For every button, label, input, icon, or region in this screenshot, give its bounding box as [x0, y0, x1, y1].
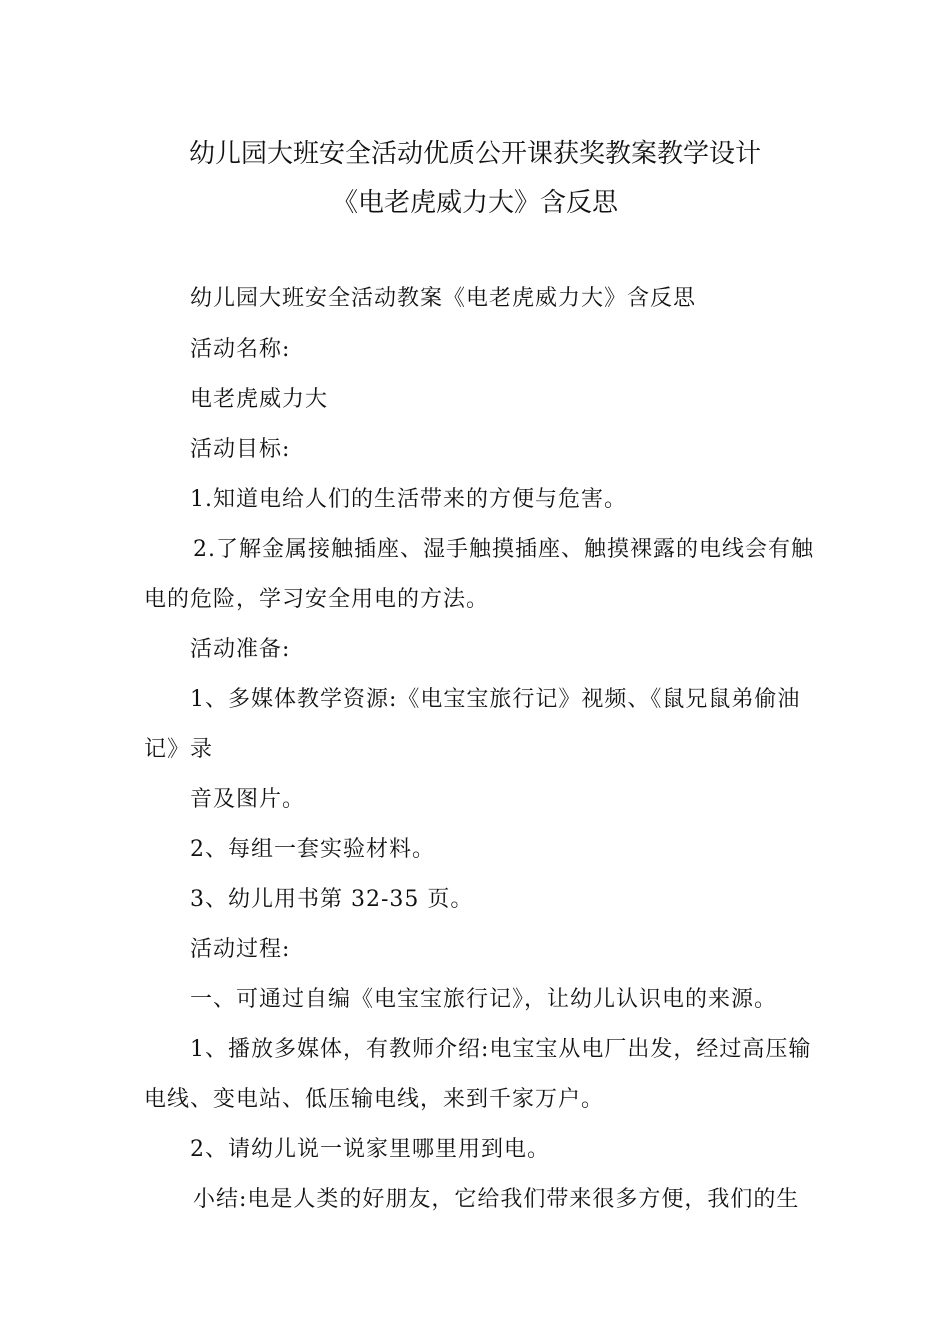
body-line-process-1-1-cont: 电线、变电站、低压输电线，来到千家万户。: [144, 1087, 605, 1112]
body-line-goals-heading: 活动目标:: [190, 437, 291, 462]
body-line-goal-1: 1.知道电给人们的生活带来的方便与危害。: [190, 487, 627, 512]
body-line-prep-1-cont-2: 音及图片。: [190, 787, 306, 812]
document-title-line-2: 《电老虎威力大》含反思: [331, 188, 618, 218]
body-line-process-1: 一、可通过自编《电宝宝旅行记》，让幼儿认识电的来源。: [190, 987, 778, 1012]
body-line-goal-2-cont: 电的危险，学习安全用电的方法。: [144, 587, 490, 612]
body-line-summary: 小结:电是人类的好朋友，它给我们带来很多方便，我们的生: [193, 1187, 800, 1212]
body-line-process-1-2: 2、请幼儿说一说家里哪里用到电。: [190, 1137, 550, 1162]
body-line-subtitle: 幼儿园大班安全活动教案《电老虎威力大》含反思: [190, 286, 697, 311]
body-line-prep-1-cont: 记》录: [144, 737, 214, 762]
body-line-process-heading: 活动过程:: [190, 937, 291, 962]
body-line-goal-2: 2.了解金属接触插座、湿手触摸插座、触摸裸露的电线会有触: [193, 537, 814, 562]
body-line-process-1-1: 1、播放多媒体，有教师介绍:电宝宝从电厂出发，经过高压输: [190, 1037, 812, 1062]
body-line-activity-name-heading: 活动名称:: [190, 337, 291, 362]
body-line-prep-heading: 活动准备:: [190, 637, 291, 662]
body-line-prep-1: 1、多媒体教学资源:《电宝宝旅行记》视频、《鼠兄鼠弟偷油: [190, 687, 801, 712]
body-line-prep-3: 3、幼儿用书第 32-35 页。: [190, 887, 474, 912]
body-line-prep-2: 2、每组一套实验材料。: [190, 837, 435, 862]
document-title-line-1: 幼儿园大班安全活动优质公开课获奖教案教学设计: [188, 139, 761, 169]
body-line-activity-name: 电老虎威力大: [190, 387, 329, 412]
